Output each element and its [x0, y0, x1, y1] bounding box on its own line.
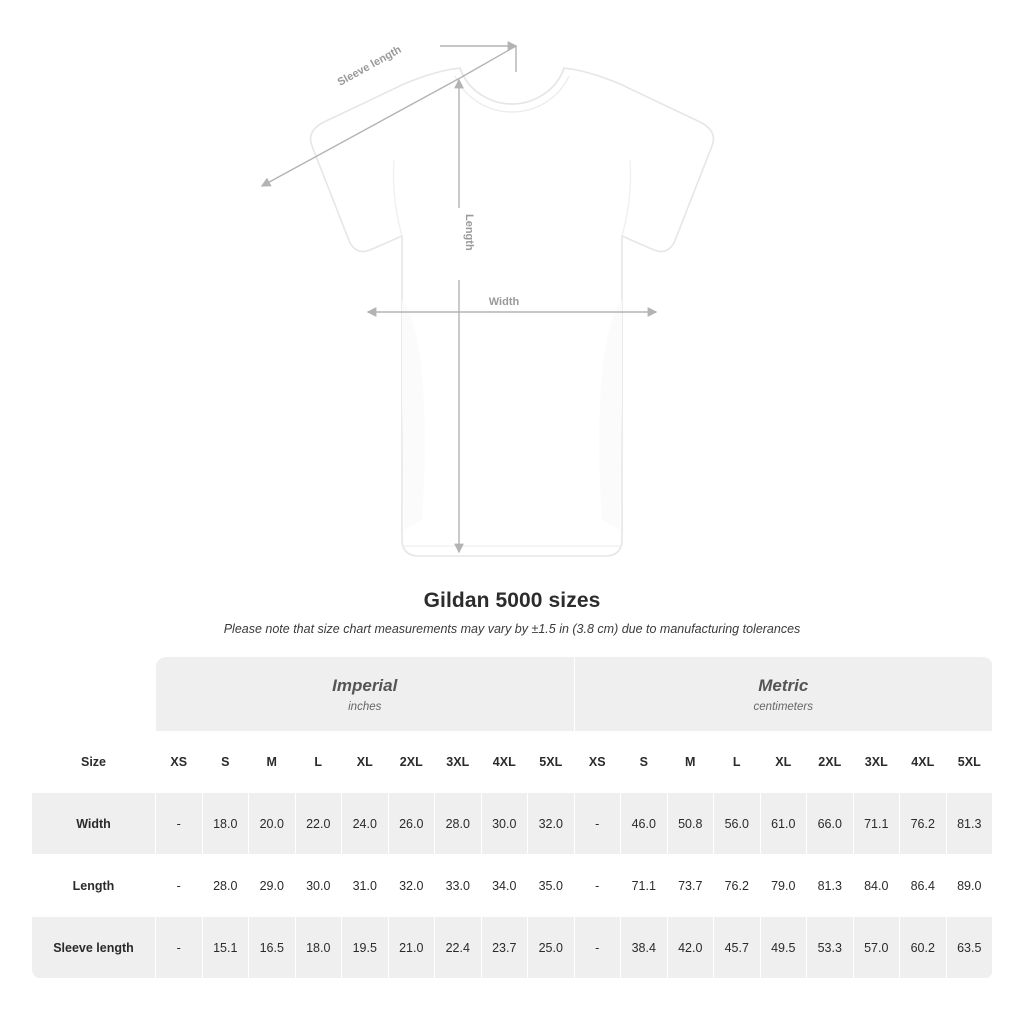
- cell-length-imp-xl: 31.0: [342, 855, 389, 917]
- cell-width-met-4xl: 76.2: [900, 793, 947, 855]
- cell-width-imp-m: 20.0: [249, 793, 296, 855]
- corner-cell: [32, 657, 156, 732]
- col-header-imperial-xs: XS: [156, 732, 203, 793]
- col-header-metric-s: S: [621, 732, 668, 793]
- cell-width-imp-4xl: 30.0: [481, 793, 528, 855]
- cell-length-imp-l: 30.0: [295, 855, 342, 917]
- cell-sleeve-imp-m: 16.5: [249, 917, 296, 979]
- sleeve-length-label: Sleeve length: [335, 43, 404, 89]
- col-header-imperial-4xl: 4XL: [481, 732, 528, 793]
- col-header-metric-m: M: [667, 732, 714, 793]
- cell-width-met-m: 50.8: [667, 793, 714, 855]
- cell-sleeve-imp-5xl: 25.0: [528, 917, 575, 979]
- cell-sleeve-met-2xl: 53.3: [807, 917, 854, 979]
- cell-sleeve-met-xs: -: [574, 917, 621, 979]
- cell-width-imp-l: 22.0: [295, 793, 342, 855]
- cell-length-imp-5xl: 35.0: [528, 855, 575, 917]
- cell-length-met-3xl: 84.0: [853, 855, 900, 917]
- col-header-imperial-3xl: 3XL: [435, 732, 482, 793]
- col-header-imperial-l: L: [295, 732, 342, 793]
- cell-sleeve-imp-4xl: 23.7: [481, 917, 528, 979]
- cell-length-met-l: 76.2: [714, 855, 761, 917]
- cell-sleeve-imp-2xl: 21.0: [388, 917, 435, 979]
- cell-sleeve-imp-s: 15.1: [202, 917, 249, 979]
- col-header-metric-xs: XS: [574, 732, 621, 793]
- cell-length-imp-4xl: 34.0: [481, 855, 528, 917]
- cell-width-met-xl: 61.0: [760, 793, 807, 855]
- table-row-width: [32, 793, 993, 855]
- col-header-imperial-s: S: [202, 732, 249, 793]
- cell-length-imp-s: 28.0: [202, 855, 249, 917]
- cell-width-imp-5xl: 32.0: [528, 793, 575, 855]
- cell-sleeve-met-s: 38.4: [621, 917, 668, 979]
- chart-title-block: [0, 589, 1024, 636]
- cell-sleeve-met-5xl: 63.5: [946, 917, 993, 979]
- cell-width-imp-xl: 24.0: [342, 793, 389, 855]
- cell-length-imp-xs: -: [156, 855, 203, 917]
- cell-sleeve-imp-xl: 19.5: [342, 917, 389, 979]
- cell-width-imp-xs: -: [156, 793, 203, 855]
- cell-length-met-xl: 79.0: [760, 855, 807, 917]
- width-label: Width: [488, 296, 520, 308]
- cell-width-imp-s: 18.0: [202, 793, 249, 855]
- cell-sleeve-met-l: 45.7: [714, 917, 761, 979]
- cell-sleeve-met-4xl: 60.2: [900, 917, 947, 979]
- unit-group-metric-name: Metric: [758, 676, 809, 696]
- cell-length-imp-2xl: 32.0: [388, 855, 435, 917]
- size-header-row: [32, 732, 993, 793]
- tolerance-note: Please note that size chart measurements may vary by ±1.5 in (3.8 cm) due to manufacturing tolerances: [223, 622, 801, 636]
- table-row-length: [32, 855, 993, 917]
- unit-header-row: [32, 657, 993, 732]
- cell-length-met-2xl: 81.3: [807, 855, 854, 917]
- cell-sleeve-imp-l: 18.0: [295, 917, 342, 979]
- row-label-width: Width: [32, 793, 156, 855]
- col-header-metric-l: L: [714, 732, 761, 793]
- unit-group-imperial-name: Imperial: [332, 676, 398, 696]
- cell-sleeve-met-xl: 49.5: [760, 917, 807, 979]
- cell-width-met-3xl: 71.1: [853, 793, 900, 855]
- cell-length-met-5xl: 89.0: [946, 855, 993, 917]
- col-header-metric-2xl: 2XL: [807, 732, 854, 793]
- unit-group-metric-sub: centimeters: [753, 700, 813, 713]
- page-title: Gildan 5000 sizes: [423, 589, 601, 612]
- col-header-metric-4xl: 4XL: [900, 732, 947, 793]
- unit-group-imperial-sub: inches: [348, 700, 382, 713]
- table-row-sleeve-length: [32, 917, 993, 979]
- cell-length-met-s: 71.1: [621, 855, 668, 917]
- row-label-length: Length: [32, 855, 156, 917]
- cell-sleeve-met-3xl: 57.0: [853, 917, 900, 979]
- cell-width-met-xs: -: [574, 793, 621, 855]
- col-header-metric-3xl: 3XL: [853, 732, 900, 793]
- cell-sleeve-imp-xs: -: [156, 917, 203, 979]
- cell-width-imp-3xl: 28.0: [435, 793, 482, 855]
- col-header-imperial-2xl: 2XL: [388, 732, 435, 793]
- col-header-metric-xl: XL: [760, 732, 807, 793]
- col-header-imperial-m: M: [249, 732, 296, 793]
- unit-group-metric: [574, 657, 993, 732]
- cell-width-met-s: 46.0: [621, 793, 668, 855]
- cell-width-met-2xl: 66.0: [807, 793, 854, 855]
- row-label-sleeve-length: Sleeve length: [32, 917, 156, 979]
- row-header-size: Size: [32, 732, 156, 793]
- size-table: [31, 656, 993, 979]
- cell-sleeve-met-m: 42.0: [667, 917, 714, 979]
- cell-width-imp-2xl: 26.0: [388, 793, 435, 855]
- cell-length-imp-3xl: 33.0: [435, 855, 482, 917]
- cell-width-met-5xl: 81.3: [946, 793, 993, 855]
- size-table-wrapper: [31, 656, 993, 979]
- cell-length-met-xs: -: [574, 855, 621, 917]
- cell-length-met-4xl: 86.4: [900, 855, 947, 917]
- cell-width-met-l: 56.0: [714, 793, 761, 855]
- cell-sleeve-imp-3xl: 22.4: [435, 917, 482, 979]
- col-header-imperial-xl: XL: [342, 732, 389, 793]
- unit-group-imperial: [156, 657, 575, 732]
- col-header-metric-5xl: 5XL: [946, 732, 993, 793]
- col-header-imperial-5xl: 5XL: [528, 732, 575, 793]
- cell-length-met-m: 73.7: [667, 855, 714, 917]
- cell-length-imp-m: 29.0: [249, 855, 296, 917]
- length-label: Length: [463, 214, 475, 251]
